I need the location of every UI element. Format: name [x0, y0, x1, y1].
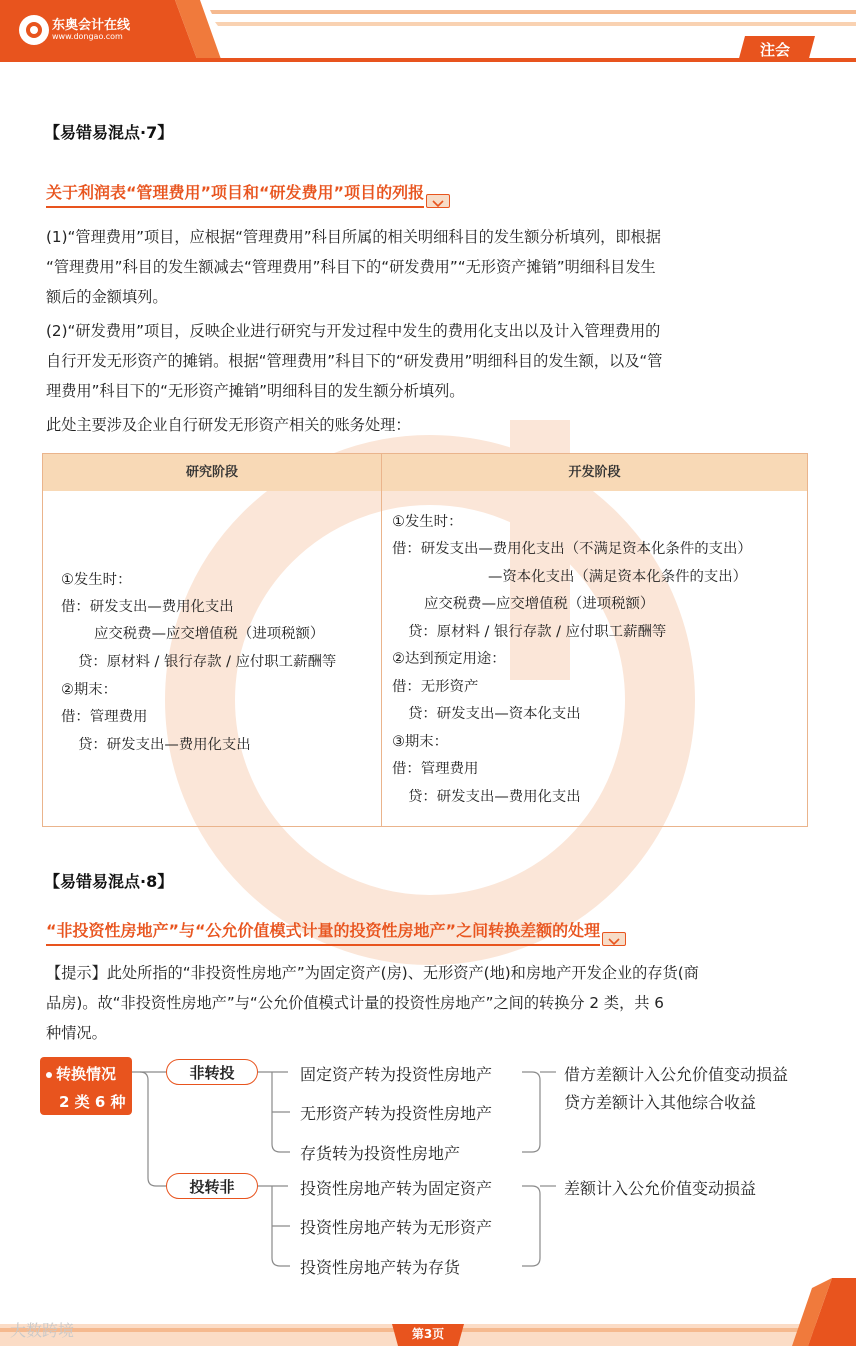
table-cell-line: 贷：研发支出—费用化支出	[408, 789, 581, 805]
table-cell-line: 贷：原材料 / 银行存款 / 应付职工薪酬等	[408, 624, 667, 640]
table-divider	[381, 454, 382, 826]
table-cell-line: 借：研发支出—费用化支出	[61, 599, 234, 615]
para-line: (2)“研发费用”项目，反映企业进行研究与开发过程中发生的费用化支出以及计入管理费用的	[46, 322, 661, 340]
logo-url: www.dongao.com	[52, 32, 123, 41]
diagram-result: 贷方差额计入其他综合收益	[564, 1093, 757, 1112]
bullet-icon	[46, 1072, 52, 1078]
section7-title: 关于利润表“管理费用”项目和“研发费用”项目的列报	[46, 183, 425, 202]
conversion-badge	[40, 1057, 132, 1115]
para-line: 自行开发无形资产的摊销。根据“管理费用”科目下的“研发费用”明细科目的发生额，以及“管	[46, 352, 663, 370]
table-cell-line: ②期末：	[61, 682, 118, 698]
diagram-item: 投资性房地产转为无形资产	[300, 1218, 493, 1237]
section8-tip	[46, 958, 812, 1048]
section7-head: 【易错易混点·7】	[44, 123, 174, 142]
section8-title: “非投资性房地产”与“公允价值模式计量的投资性房地产”之间转换差额的处理	[46, 921, 601, 940]
table-header-research: 研究阶段	[43, 454, 381, 491]
table-cell-line: 借：无形资产	[392, 679, 479, 695]
diagram-item: 投资性房地产转为存货	[300, 1258, 461, 1277]
diagram-item: 无形资产转为投资性房地产	[300, 1104, 493, 1123]
table-cell-line: 借：管理费用	[61, 709, 148, 725]
title-underline	[46, 944, 600, 946]
table-cell-line: ①发生时：	[61, 572, 132, 588]
table-cell-line: ③期末：	[392, 734, 449, 750]
section7-para3: 此处主要涉及企业自行研发无形资产相关的账务处理：	[46, 416, 411, 434]
section7-para2	[46, 316, 812, 406]
para-line: 【提示】此处所指的“非投资性房地产”为固定资产(房)、无形资产(地)和房地产开发企业的存货(商	[46, 964, 699, 982]
diagram-result: 借方差额计入公允价值变动损益	[564, 1065, 789, 1084]
table-cell-line: 借：研发支出—费用化支出（不满足资本化条件的支出）	[392, 541, 752, 557]
table-cell-line: 借：管理费用	[392, 761, 479, 777]
page-number: 第3页	[411, 1327, 445, 1341]
diagram-item: 存货转为投资性房地产	[300, 1144, 461, 1163]
chevron-down-icon	[602, 932, 626, 946]
badge-text: 转换情况	[56, 1065, 117, 1083]
para-line: 理费用”科目下的“无形资产摊销”明细科目的发生额分析填列。	[46, 382, 465, 400]
section8-head: 【易错易混点·8】	[44, 872, 174, 891]
table-cell-line: 应交税费—应交增值税（进项税额）	[94, 626, 325, 642]
diagram-result: 差额计入公允价值变动损益	[564, 1179, 757, 1198]
section7-para1	[46, 222, 812, 312]
badge-line1	[46, 1063, 116, 1084]
section7-title-wrap	[46, 180, 450, 208]
table-cell-line: 贷：研发支出—资本化支出	[408, 706, 581, 722]
para-line: 品房)。故“非投资性房地产”与“公允价值模式计量的投资性房地产”之间的转换分 2 类，共 6	[46, 994, 664, 1012]
table-cell-line: ①发生时：	[392, 514, 463, 530]
table-cell-line: 贷：研发支出—费用化支出	[78, 737, 251, 753]
diagram-item: 固定资产转为投资性房地产	[300, 1065, 493, 1084]
category-pill-1: 非转投	[166, 1059, 258, 1085]
chevron-down-icon	[426, 194, 450, 208]
table-cell-line: ②达到预定用途：	[392, 651, 506, 667]
table-header-development: 开发阶段	[382, 454, 807, 491]
para-line: 种情况。	[46, 1024, 107, 1042]
para-line: (1)“管理费用”项目，应根据“管理费用”科目所属的相关明细科目的发生额分析填列，即根据	[46, 228, 661, 246]
logo-name: 东奥会计在线	[52, 18, 131, 33]
subject-tag: 注会	[759, 41, 790, 59]
section8-title-wrap	[46, 918, 626, 946]
category-pill-2: 投转非	[166, 1173, 258, 1199]
diagram-item: 投资性房地产转为固定资产	[300, 1179, 493, 1198]
accounting-table	[42, 453, 808, 827]
para-line: 额后的金额填列。	[46, 288, 168, 306]
title-underline	[46, 206, 424, 208]
table-cell-line: 贷：原材料 / 银行存款 / 应付职工薪酬等	[78, 654, 337, 670]
table-cell-line: 应交税费—应交增值税（进项税额）	[424, 596, 655, 612]
para-line: “管理费用”科目的发生额减去“管理费用”科目下的“研发费用”“无形资产摊销”明细科目发生	[46, 258, 656, 276]
table-cell-line: —资本化支出（满足资本化条件的支出）	[488, 569, 748, 585]
footer-mark: 大数跨境	[10, 1321, 75, 1340]
badge-line2: 2 类 6 种	[59, 1093, 126, 1111]
